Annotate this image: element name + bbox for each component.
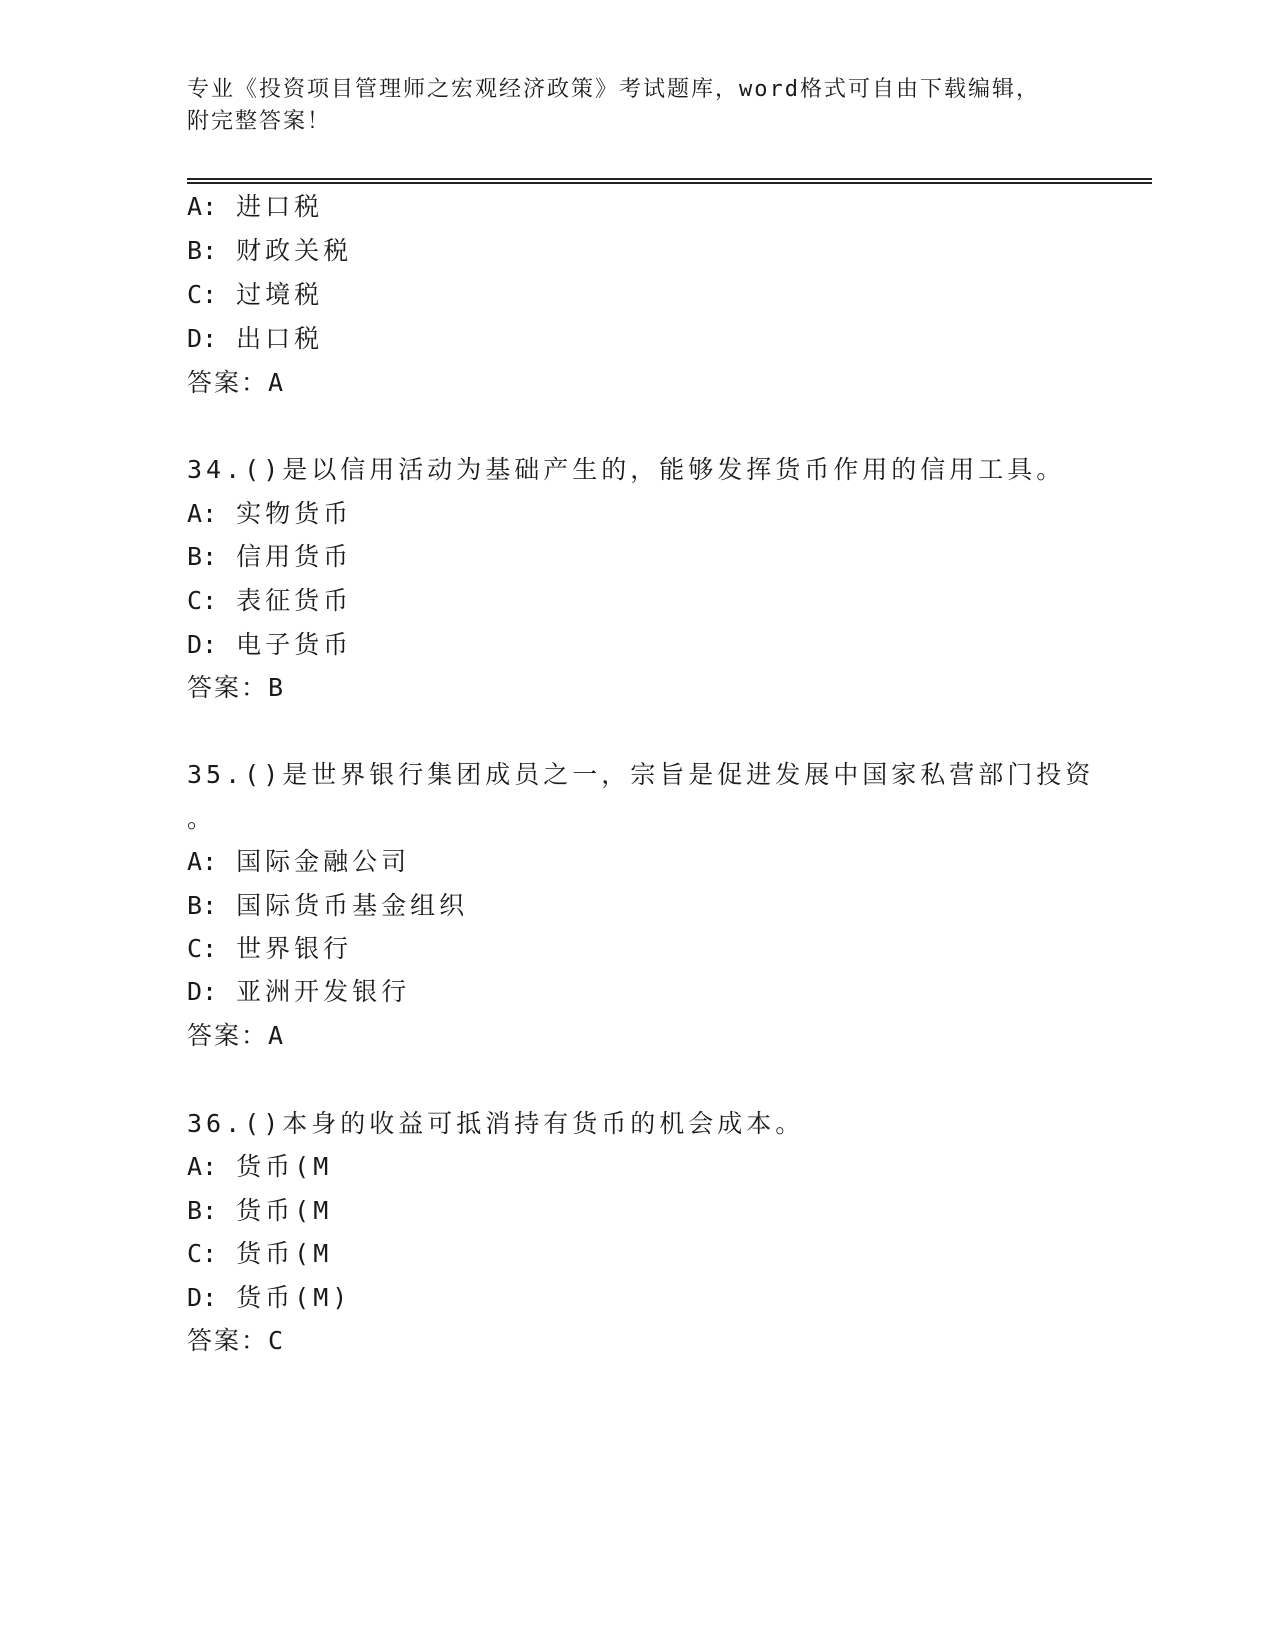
- question-stem: 36.()本身的收益可抵消持有货币的机会成本。: [187, 1109, 805, 1138]
- option-key: C:: [187, 586, 218, 615]
- answer-line: [187, 366, 283, 400]
- option-a: [187, 497, 352, 531]
- answer-value: B: [268, 673, 284, 702]
- option-key: C:: [187, 280, 218, 309]
- header-rule-top: [187, 178, 1152, 180]
- option-a: [187, 1150, 332, 1184]
- option-b: [187, 540, 352, 574]
- option-key: A:: [187, 847, 218, 876]
- option-key: B:: [187, 891, 218, 920]
- option-b: [187, 234, 352, 268]
- option-key: B:: [187, 542, 218, 571]
- header-rule-bottom: [187, 182, 1152, 184]
- option-text: 国际金融公司: [236, 847, 411, 876]
- header-line-2: 附完整答案！: [187, 109, 332, 134]
- option-text: 电子货币: [236, 630, 353, 659]
- option-text: 财政关税: [236, 236, 353, 265]
- option-d: [187, 1281, 351, 1315]
- option-text: 货币(M: [236, 1152, 333, 1181]
- option-a: [187, 190, 323, 224]
- option-text: 货币(M: [236, 1239, 333, 1268]
- option-a: [187, 845, 410, 879]
- option-text: 信用货币: [236, 542, 353, 571]
- option-key: C:: [187, 1239, 218, 1268]
- document-header: [187, 74, 1067, 138]
- answer-line: [187, 1019, 283, 1053]
- option-text: 实物货币: [236, 499, 353, 528]
- option-c: [187, 584, 352, 618]
- option-key: D:: [187, 324, 218, 353]
- option-text: 过境税: [236, 280, 324, 309]
- question-stem-continuation: 。: [187, 804, 217, 833]
- option-key: C:: [187, 934, 218, 963]
- answer-value: A: [268, 1021, 284, 1050]
- option-d: [187, 975, 410, 1009]
- header-line-1: 专业《投资项目管理师之宏观经济政策》考试题库，word格式可自由下载编辑，: [187, 77, 1040, 102]
- option-key: A:: [187, 192, 218, 221]
- option-key: A:: [187, 1152, 218, 1181]
- answer-label: 答案：: [187, 673, 269, 702]
- option-d: [187, 628, 352, 662]
- question-stem: 34.()是以信用活动为基础产生的，能够发挥货币作用的信用工具。: [187, 455, 1066, 484]
- option-key: D:: [187, 630, 218, 659]
- option-b: [187, 889, 468, 923]
- answer-line: [187, 671, 283, 705]
- option-c: [187, 1237, 332, 1271]
- option-d: [187, 322, 323, 356]
- question-stem: 35.()是世界银行集团成员之一，宗旨是促进发展中国家私营部门投资: [187, 760, 1095, 789]
- option-key: A:: [187, 499, 218, 528]
- option-text: 世界银行: [236, 934, 353, 963]
- option-text: 进口税: [236, 192, 324, 221]
- option-key: D:: [187, 1283, 218, 1312]
- option-text: 国际货币基金组织: [236, 891, 469, 920]
- option-c: [187, 278, 323, 312]
- option-text: 出口税: [236, 324, 324, 353]
- answer-line: [187, 1324, 283, 1358]
- option-text: 亚洲开发银行: [236, 977, 411, 1006]
- option-text: 表征货币: [236, 586, 353, 615]
- answer-value: A: [268, 368, 284, 397]
- option-key: B:: [187, 1196, 218, 1225]
- answer-label: 答案：: [187, 368, 269, 397]
- option-text: 货币(M: [236, 1196, 333, 1225]
- option-b: [187, 1194, 332, 1228]
- option-c: [187, 932, 352, 966]
- option-text: 货币(M): [236, 1283, 352, 1312]
- answer-label: 答案：: [187, 1021, 269, 1050]
- answer-label: 答案：: [187, 1326, 269, 1355]
- option-key: B:: [187, 236, 218, 265]
- option-key: D:: [187, 977, 218, 1006]
- answer-value: C: [268, 1326, 284, 1355]
